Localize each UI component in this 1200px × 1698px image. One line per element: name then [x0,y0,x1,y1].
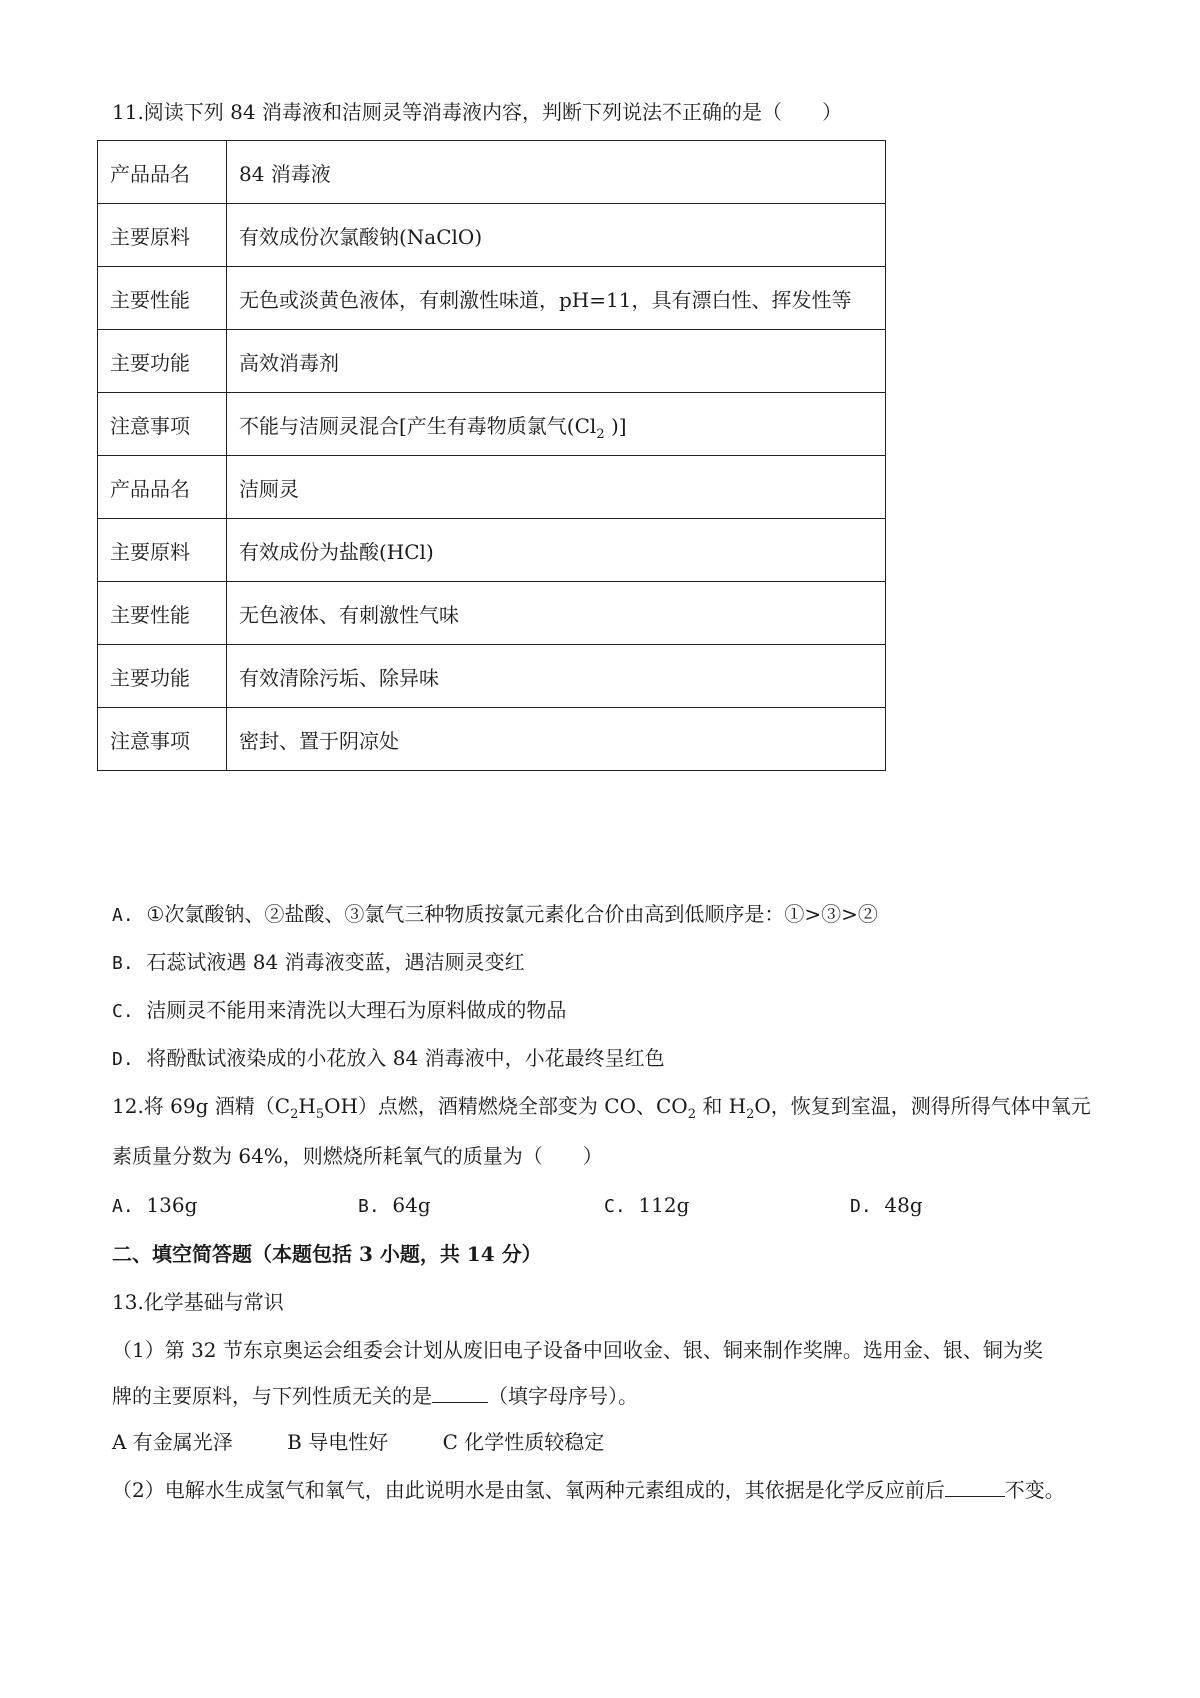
row-value: 密封、置于阴凉处 [227,708,886,771]
subscript: 2 [290,1107,299,1122]
row-label: 主要原料 [98,204,227,267]
subscript: 5 [315,1107,325,1122]
choice-a: A 有金属光泽 [112,1430,233,1454]
q12-option-c [604,1191,689,1221]
option-letter: B. [358,1196,380,1217]
text: 12.将 69g 酒精（C [112,1094,291,1118]
q12-option-b [358,1191,431,1221]
q12-stem-line1 [112,1092,1091,1120]
q13-title: 13.化学基础与常识 [112,1290,284,1314]
text: 牌的主要原料，与下列性质无关的是 [112,1384,432,1408]
text: O，恢复到室温，测得所得气体中氧元 [754,1094,1091,1118]
table-row [98,330,886,393]
table-row [98,519,886,582]
text: H [298,1094,316,1118]
row-value: 高效消毒剂 [227,330,886,393]
text: OH）点燃，酒精燃烧全部变为 CO、CO [324,1094,688,1118]
row-value [227,393,886,456]
row-value: 无色液体、有刺激性气味 [227,582,886,645]
option-letter: A. [112,1196,134,1217]
q11-option-d [112,1044,665,1074]
value-text: 不能与洁厕灵混合[产生有毒物质氯气(Cl [239,413,597,438]
q11-stem: 11.阅读下列 84 消毒液和洁厕灵等消毒液内容，判断下列说法不正确的是（ ） [112,100,842,124]
answer-blank[interactable] [945,1476,1005,1497]
row-label: 注意事项 [98,708,227,771]
row-value: 有效清除污垢、除异味 [227,645,886,708]
option-letter: B. [112,953,134,974]
q11-option-b [112,948,525,978]
subscript: 2 [687,1107,696,1122]
row-value: 84 消毒液 [227,141,886,204]
option-letter: C. [112,1001,134,1022]
q12-stem-line2: 素质量分数为 64%，则燃烧所耗氧气的质量为（ ） [112,1144,603,1168]
option-text: 112g [638,1193,690,1217]
table-row [98,393,886,456]
option-letter: D. [112,1049,134,1070]
row-value: 洁厕灵 [227,456,886,519]
table-row [98,456,886,519]
q12-option-d [850,1191,923,1221]
choice-c: C 化学性质较稳定 [442,1430,605,1454]
table-row [98,204,886,267]
option-text: ①次氯酸钠、②盐酸、③氯气三种物质按氯元素化合价由高到低顺序是：①>③>② [146,902,878,926]
table-row [98,645,886,708]
option-text: 48g [884,1193,923,1217]
option-letter: A. [112,905,134,926]
row-label: 产品品名 [98,141,227,204]
option-text: 石蕊试液遇 84 消毒液变蓝，遇洁厕灵变红 [146,950,525,974]
row-label: 主要性能 [98,582,227,645]
q13-part1-line1: （1）第 32 节东京奥运会组委会计划从废旧电子设备中回收金、银、铜来制作奖牌。选用金、银、铜为奖 [112,1338,1043,1362]
row-label: 主要性能 [98,267,227,330]
choice-b: B 导电性好 [287,1430,389,1454]
table-row [98,582,886,645]
section-heading: 二、填空简答题（本题包括 3 小题，共 14 分） [112,1242,542,1266]
row-label: 主要原料 [98,519,227,582]
q12-option-a [112,1191,197,1221]
option-text: 136g [146,1193,198,1217]
text: 不变。 [1004,1478,1065,1502]
row-label: 主要功能 [98,645,227,708]
disinfectant-info-table [97,140,886,771]
row-value: 有效成份为盐酸(HCl) [227,519,886,582]
table-row [98,141,886,204]
subscript: 2 [596,426,605,442]
row-label: 主要功能 [98,330,227,393]
row-value: 有效成份次氯酸钠(NaClO) [227,204,886,267]
row-value: 无色或淡黄色液体，有刺激性味道，pH=11，具有漂白性、挥发性等 [227,267,886,330]
q12-options [112,1191,1012,1219]
text: （2）电解水生成氢气和氧气，由此说明水是由氢、氧两种元素组成的，其依据是化学反应前后 [112,1478,945,1502]
subscript: 2 [746,1107,755,1122]
option-text: 64g [392,1193,431,1217]
q11-option-c [112,996,566,1026]
q13-part1-choices [112,1428,652,1456]
table-row [98,708,886,771]
answer-blank[interactable] [432,1382,488,1403]
option-text: 洁厕灵不能用来清洗以大理石为原料做成的物品 [146,998,567,1022]
option-letter: D. [850,1196,872,1217]
q13-part2 [112,1476,1065,1504]
value-text: )] [604,413,627,438]
row-label: 注意事项 [98,393,227,456]
table-row [98,267,886,330]
row-label: 产品品名 [98,456,227,519]
q13-part1-line2 [112,1382,638,1410]
option-letter: C. [604,1196,626,1217]
option-text: 将酚酞试液染成的小花放入 84 消毒液中，小花最终呈红色 [146,1046,665,1070]
text: 和 H [695,1094,747,1118]
text: （填字母序号）。 [488,1384,638,1408]
q11-option-a [112,900,878,930]
